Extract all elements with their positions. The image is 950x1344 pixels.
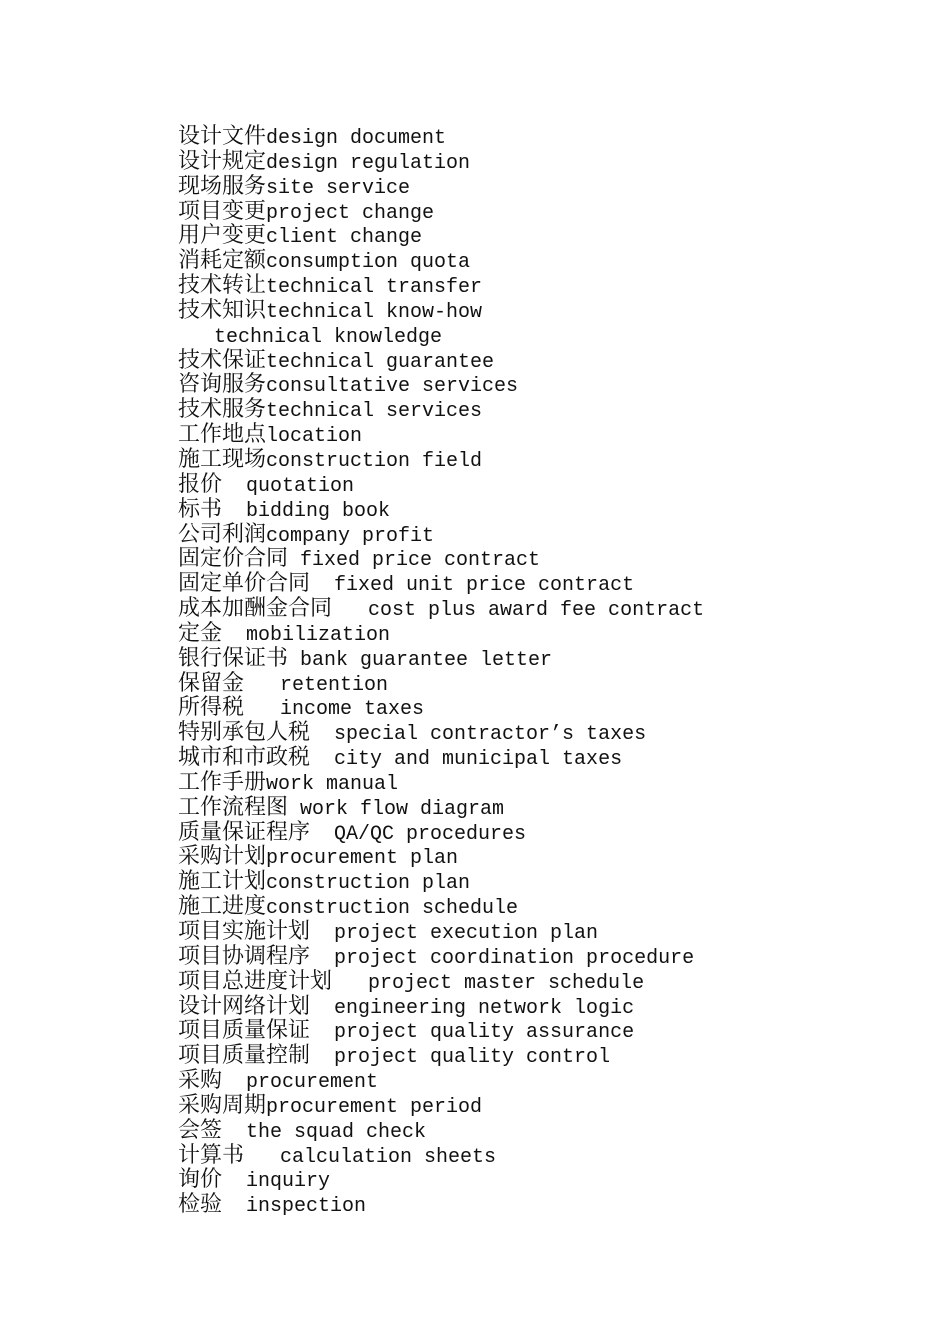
term-english: client change [266, 226, 423, 250]
term-chinese: 成本加酬金合同 [178, 596, 333, 622]
term-chinese: 特别承包人税 [178, 720, 311, 746]
term-english: project change [266, 201, 435, 225]
glossary-entry [178, 820, 918, 845]
glossary-entry [178, 695, 918, 720]
glossary-entry [178, 1043, 918, 1068]
glossary-entry [178, 944, 918, 969]
term-english: project execution plan [310, 922, 599, 945]
term-chinese: 保留金 [178, 670, 245, 696]
glossary-entry [178, 174, 918, 199]
term-english: location [266, 425, 363, 449]
term-english: engineering network logic [310, 996, 635, 1020]
term-english: technical knowledge [178, 325, 443, 349]
glossary-entry [178, 223, 918, 248]
glossary-entry [178, 1118, 918, 1143]
term-chinese: 设计网络计划 [178, 993, 311, 1019]
glossary-entry [178, 571, 918, 596]
term-english: construction schedule [266, 897, 519, 921]
term-chinese: 计算书 [178, 1142, 245, 1168]
term-chinese: 固定单价合同 [178, 571, 311, 597]
term-english: procurement [222, 1071, 379, 1095]
term-chinese: 采购 [178, 1068, 223, 1094]
term-english: construction field [266, 449, 483, 473]
term-chinese: 采购周期 [178, 1092, 267, 1118]
glossary-entry [178, 546, 918, 571]
glossary-entry [178, 894, 918, 919]
glossary-entry [178, 1018, 918, 1043]
term-english: bidding book [222, 499, 391, 523]
glossary-entry [178, 248, 918, 273]
term-english: retention [244, 673, 389, 697]
term-english: the squad check [222, 1120, 427, 1144]
glossary-entry [178, 372, 918, 397]
term-english: procurement period [266, 1095, 483, 1119]
term-english: company profit [266, 524, 435, 548]
glossary-entry [178, 149, 918, 174]
glossary-entry [178, 844, 918, 869]
term-chinese: 施工计划 [178, 869, 267, 895]
glossary-entry [178, 447, 918, 472]
glossary-entry [178, 497, 918, 522]
term-english: bank guarantee letter [288, 648, 553, 672]
term-english: project master schedule [332, 971, 645, 995]
term-chinese: 工作流程图 [178, 794, 289, 820]
glossary-entry [178, 1143, 918, 1168]
term-chinese: 定金 [178, 620, 223, 646]
term-english: consultative services [266, 375, 519, 399]
glossary-entry [178, 273, 918, 298]
term-english: project coordination procedure [310, 946, 695, 970]
glossary-entry [178, 1192, 918, 1217]
term-english: income taxes [244, 698, 425, 722]
term-english: work manual [266, 772, 399, 796]
term-english: procurement plan [266, 847, 459, 871]
term-chinese: 项目协调程序 [178, 943, 311, 969]
glossary-entry [178, 348, 918, 373]
term-english: city and municipal taxes [310, 748, 623, 772]
term-chinese: 工作地点 [178, 422, 267, 448]
term-english: technical services [266, 400, 483, 424]
glossary-entry [178, 1093, 918, 1118]
term-english: technical transfer [266, 276, 483, 300]
term-chinese: 设计规定 [178, 148, 267, 174]
term-chinese: 城市和市政税 [178, 745, 311, 771]
term-chinese: 项目变更 [178, 198, 267, 224]
term-chinese: 银行保证书 [178, 645, 289, 671]
term-english: design document [266, 127, 447, 150]
glossary-entry [178, 1068, 918, 1093]
term-english: technical guarantee [266, 350, 495, 374]
term-english: QA/QC procedures [310, 822, 527, 846]
term-chinese: 技术保证 [178, 347, 267, 373]
term-english: calculation sheets [244, 1145, 497, 1169]
term-chinese: 询价 [178, 1167, 223, 1193]
glossary-entry [178, 298, 918, 323]
glossary-entry [178, 795, 918, 820]
glossary-list [178, 124, 918, 1217]
term-chinese: 报价 [178, 471, 223, 497]
term-chinese: 技术转让 [178, 273, 267, 299]
term-english: fixed unit price contract [310, 574, 635, 598]
term-english: inspection [222, 1195, 367, 1219]
term-chinese: 质量保证程序 [178, 819, 311, 845]
term-chinese: 咨询服务 [178, 372, 267, 398]
term-chinese: 消耗定额 [178, 248, 267, 274]
term-english: project quality control [310, 1046, 611, 1070]
term-english: site service [266, 176, 411, 200]
term-chinese: 检验 [178, 1192, 223, 1218]
term-chinese: 用户变更 [178, 223, 267, 249]
term-english: design regulation [266, 151, 471, 175]
glossary-entry [178, 397, 918, 422]
glossary-entry [178, 994, 918, 1019]
term-chinese: 项目总进度计划 [178, 968, 333, 994]
term-chinese: 所得税 [178, 695, 245, 721]
glossary-entry [178, 720, 918, 745]
term-chinese: 工作手册 [178, 769, 267, 795]
term-chinese: 标书 [178, 496, 223, 522]
term-english: work flow diagram [288, 797, 505, 821]
term-chinese: 施工进度 [178, 894, 267, 920]
glossary-entry [178, 646, 918, 671]
glossary-entry [178, 323, 918, 348]
glossary-entry [178, 1167, 918, 1192]
term-chinese: 技术知识 [178, 297, 267, 323]
term-english: project quality assurance [310, 1021, 635, 1045]
term-english: inquiry [222, 1170, 331, 1194]
glossary-entry [178, 745, 918, 770]
term-english: construction plan [266, 872, 471, 896]
term-chinese: 采购计划 [178, 844, 267, 870]
term-chinese: 项目实施计划 [178, 919, 311, 944]
glossary-entry [178, 124, 918, 149]
term-english: technical know-how [266, 300, 483, 324]
glossary-entry [178, 522, 918, 547]
glossary-entry [178, 472, 918, 497]
term-english: quotation [222, 474, 355, 498]
glossary-entry [178, 969, 918, 994]
term-english: consumption quota [266, 251, 471, 275]
term-english: mobilization [222, 623, 391, 647]
term-english: special contractor’s taxes [310, 723, 647, 747]
glossary-entry [178, 919, 918, 944]
glossary-entry [178, 199, 918, 224]
glossary-entry [178, 422, 918, 447]
term-chinese: 会签 [178, 1117, 223, 1143]
term-chinese: 技术服务 [178, 397, 267, 423]
glossary-entry [178, 869, 918, 894]
glossary-entry [178, 770, 918, 795]
glossary-entry [178, 596, 918, 621]
term-chinese: 设计文件 [178, 124, 267, 149]
term-english: cost plus award fee contract [332, 599, 705, 623]
term-chinese: 公司利润 [178, 521, 267, 547]
glossary-entry [178, 671, 918, 696]
term-chinese: 固定价合同 [178, 546, 289, 572]
glossary-entry [178, 621, 918, 646]
term-chinese: 施工现场 [178, 446, 267, 472]
term-english: fixed price contract [288, 549, 541, 573]
term-chinese: 现场服务 [178, 173, 267, 199]
term-chinese: 项目质量保证 [178, 1018, 311, 1044]
term-chinese: 项目质量控制 [178, 1043, 311, 1069]
